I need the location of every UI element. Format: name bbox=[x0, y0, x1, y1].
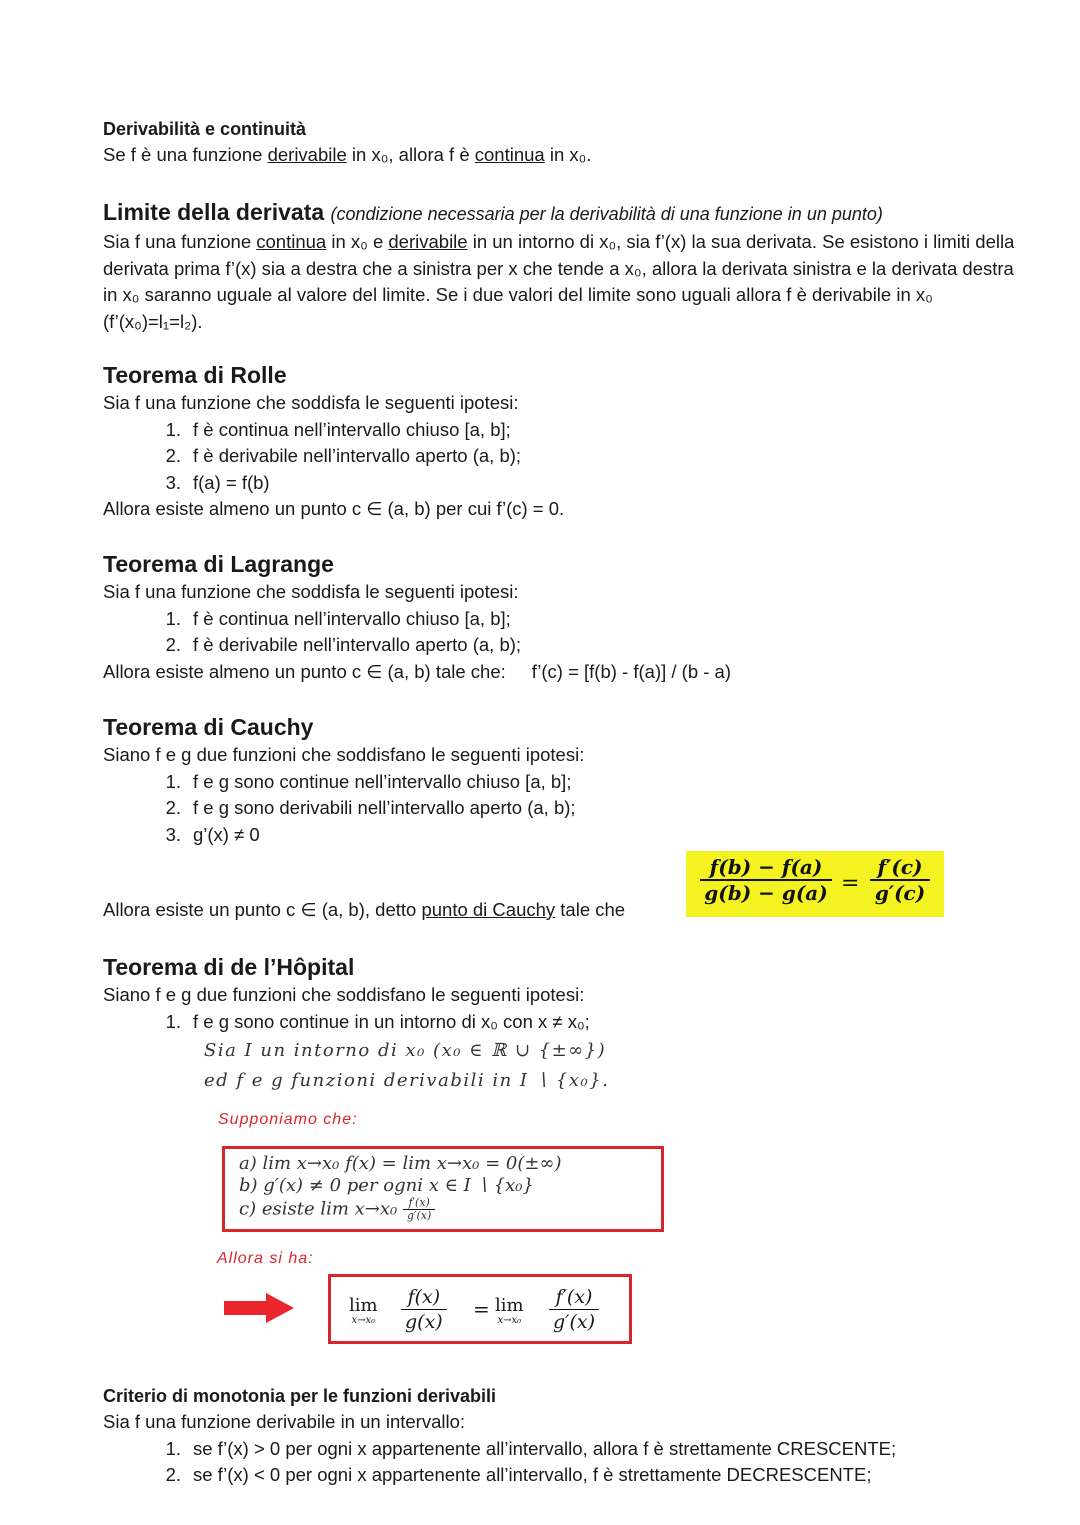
lim-right: lim x→x₀ bbox=[495, 1295, 524, 1326]
formula-denominator: g(x) bbox=[405, 1311, 443, 1333]
section-text: Se f è una funzione derivabile in x₀, allora f è continua in x₀. bbox=[103, 144, 592, 165]
section-intro: Siano f e g due funzioni che soddisfano le seguenti ipotesi: bbox=[103, 984, 585, 1005]
section-intro: Sia f una funzione che soddisfa le seguenti ipotesi: bbox=[103, 392, 519, 413]
arrow-right-icon bbox=[222, 1291, 296, 1325]
formula-numerator: f′(x) bbox=[549, 1285, 599, 1310]
hypotheses-list bbox=[103, 769, 1033, 849]
list-item: 2. f e g sono derivabili nell’intervallo aperto (a, b); bbox=[165, 797, 576, 818]
list-item: 1. f e g sono continue in un intorno di x₀ con x ≠ x₀; bbox=[165, 1010, 590, 1032]
section-intro: Sia f una funzione derivabile in un intervallo: bbox=[103, 1411, 466, 1432]
section-monotonicity bbox=[103, 1383, 1033, 1489]
section-title: Criterio di monotonia per le funzioni derivabili bbox=[103, 1386, 497, 1406]
hypotheses-list bbox=[103, 417, 1033, 497]
formula-denominator: g′(x) bbox=[553, 1311, 596, 1333]
list-item: 1. f e g sono continue nell’intervallo chiuso [a, b]; bbox=[165, 770, 572, 792]
hypotheses-box bbox=[222, 1146, 664, 1232]
result-box bbox=[328, 1274, 632, 1344]
list-item: 2. f è derivabile nell’intervallo aperto (a, b); bbox=[165, 445, 522, 466]
formula-numerator: f′(c) bbox=[870, 855, 930, 881]
section-derivability-continuity bbox=[103, 116, 1033, 169]
hopital-setup-line-1: Sia I un intorno di x₀ (x₀ ∈ ℝ ∪ {±∞}) bbox=[204, 1040, 607, 1061]
section-title: Limite della derivata (condizione necessaria per la derivabilità di una funzione in un punto) bbox=[103, 199, 883, 225]
section-title: Teorema di Cauchy bbox=[103, 714, 314, 740]
section-note: (condizione necessaria per la derivabilità di una funzione in un punto) bbox=[330, 204, 883, 224]
criteria-list bbox=[103, 1436, 1033, 1489]
section-cauchy bbox=[103, 712, 1033, 848]
section-title: Teorema di Lagrange bbox=[103, 551, 334, 577]
list-item: 3. f(a) = f(b) bbox=[165, 471, 270, 493]
formula-denominator: g(b) − g(a) bbox=[704, 881, 828, 905]
section-intro: Sia f una funzione che soddisfa le seguenti ipotesi: bbox=[103, 581, 519, 602]
then-label: Allora si ha: bbox=[217, 1250, 314, 1267]
list-item: 3. g’(x) ≠ 0 bbox=[165, 823, 260, 845]
section-conclusion: Allora esiste almeno un punto c ∈ (a, b) tale che: f’(c) = [f(b) - f(a)] / (b - a) bbox=[103, 660, 731, 682]
section-text: Sia f una funzione continua in x₀ e derivabile in un intorno di x₀, sia f’(x) la sua derivata. Se esistono i limiti della derivata prima f’(x) sia a destra che a sinistra per x che tende a x₀, allora la derivata sinistra e la derivata destra in x₀ saranno uguale al valore del limite. Se i due valori del limite sono uguali allora f è derivabile in x₀ (f’(x₀)=l₁=l₂). bbox=[103, 231, 1015, 332]
formula-equals: = bbox=[473, 1297, 490, 1321]
hypotheses-list bbox=[103, 1009, 1033, 1036]
section-hopital bbox=[103, 952, 1033, 1035]
suppose-label: Supponiamo che: bbox=[218, 1111, 358, 1128]
list-item: 1. se f’(x) > 0 per ogni x appartenente all’intervallo, allora f è strettamente CRESCENTE; bbox=[165, 1437, 897, 1459]
section-conclusion: Allora esiste almeno un punto c ∈ (a, b) per cui f’(c) = 0. bbox=[103, 498, 565, 519]
lagrange-formula: f’(c) = [f(b) - f(a)] / (b - a) bbox=[531, 660, 731, 682]
hypothesis-c: c) esiste lim x→x₀ $\frac{f'(x)}{g'(x)}$ bbox=[239, 1197, 659, 1222]
lim-left: lim x→x₀ bbox=[349, 1295, 378, 1326]
section-title: Teorema di de l’Hôpital bbox=[103, 954, 355, 980]
list-item: 2. f è derivabile nell’intervallo aperto (a, b); bbox=[165, 634, 522, 655]
hypothesis-b: b) g′(x) ≠ 0 per ogni x ∈ I ∖ {x₀} bbox=[239, 1175, 534, 1196]
cauchy-conclusion: Allora esiste un punto c ∈ (a, b), detto punto di Cauchy tale che bbox=[103, 899, 626, 920]
section-title: Teorema di Rolle bbox=[103, 362, 287, 388]
list-item: 1. f è continua nell’intervallo chiuso [a, b]; bbox=[165, 607, 511, 629]
section-intro: Siano f e g due funzioni che soddisfano le seguenti ipotesi: bbox=[103, 744, 585, 765]
section-derivative-limit bbox=[103, 197, 1033, 335]
cauchy-formula bbox=[686, 851, 944, 917]
section-title: Derivabilità e continuità bbox=[103, 119, 307, 139]
hypotheses-list bbox=[103, 606, 1033, 659]
list-item: 1. f è continua nell’intervallo chiuso [a, b]; bbox=[165, 418, 511, 440]
formula-denominator: g′(c) bbox=[874, 881, 926, 905]
formula-equals: = bbox=[841, 871, 860, 896]
formula-numerator: f(b) − f(a) bbox=[700, 855, 832, 881]
formula-numerator: f(x) bbox=[401, 1285, 447, 1310]
section-rolle bbox=[103, 360, 1033, 523]
hypothesis-a: a) lim x→x₀ f(x) = lim x→x₀ = 0(±∞) bbox=[239, 1153, 562, 1174]
list-item: 2. se f’(x) < 0 per ogni x appartenente all’intervallo, f è strettamente DECRESCENTE; bbox=[165, 1464, 872, 1485]
section-lagrange bbox=[103, 549, 1033, 685]
hopital-setup-line-2: ed f e g funzioni derivabili in I ∖ {x₀}. bbox=[204, 1070, 610, 1091]
